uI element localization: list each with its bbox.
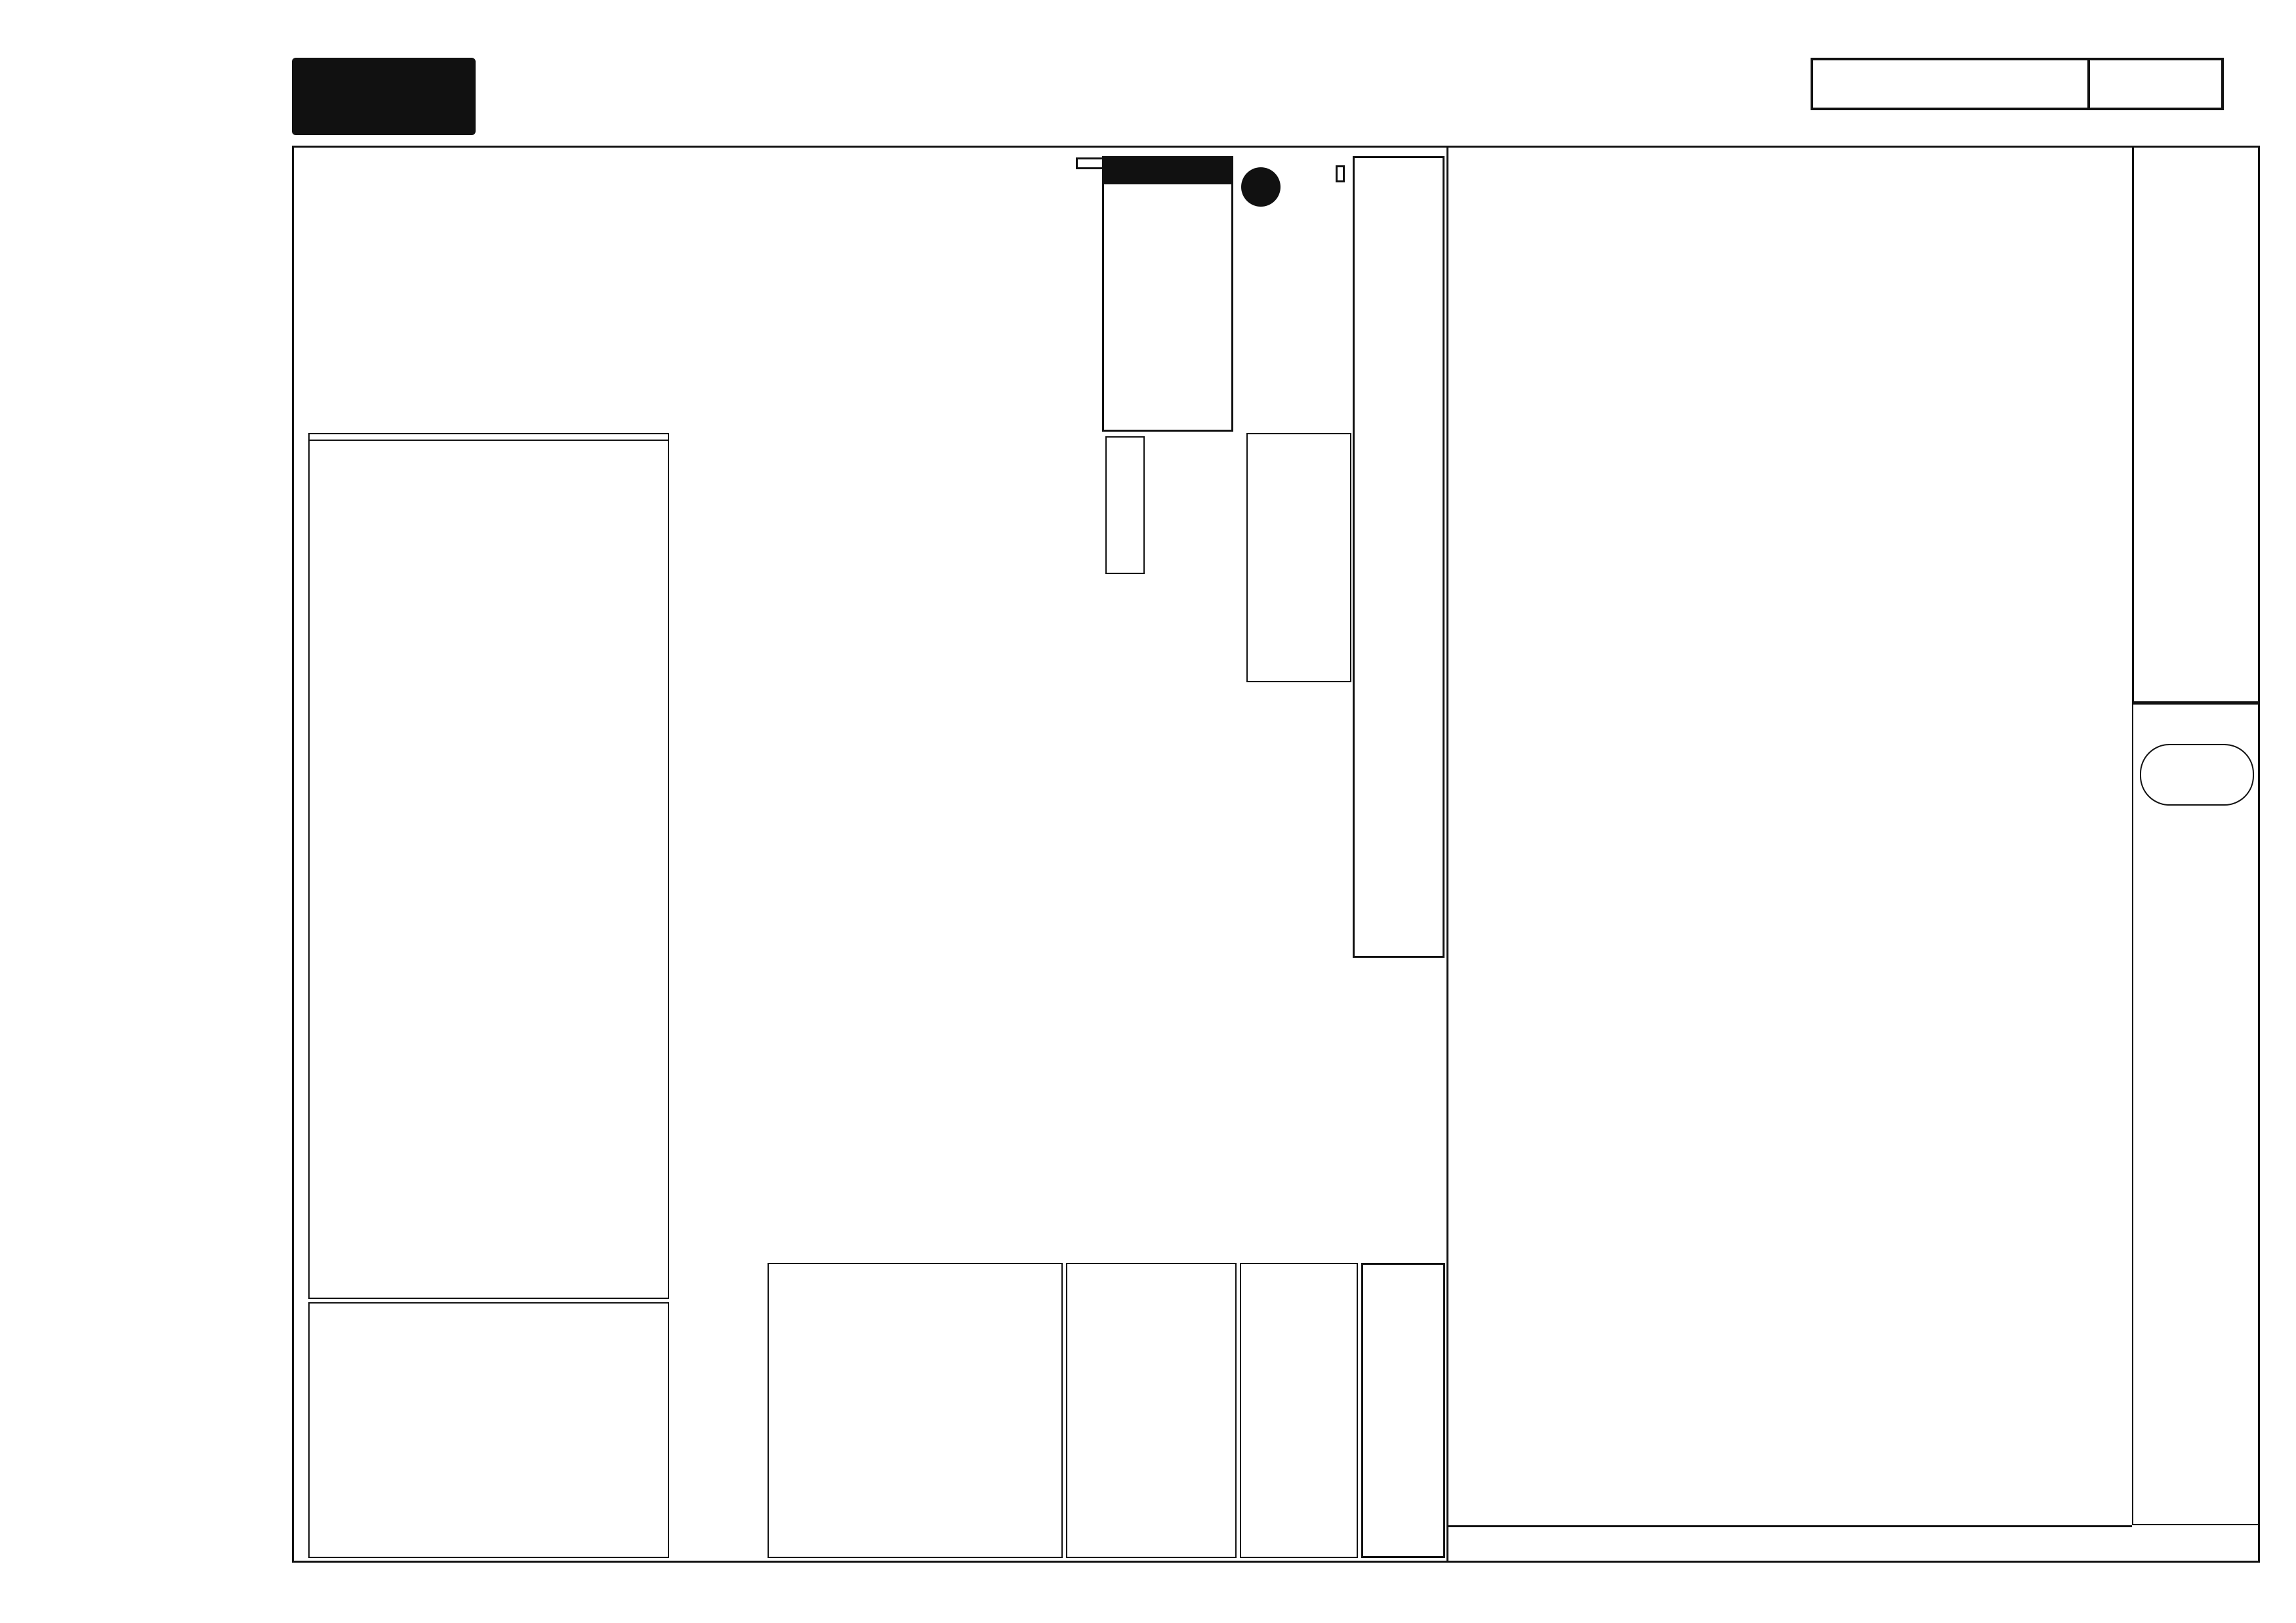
axis-tag [1336, 165, 1345, 182]
comment-area-top [308, 157, 1115, 426]
divider [2087, 60, 2090, 108]
zukai-box [1240, 1263, 1358, 1558]
bet-box [1353, 156, 1445, 958]
pick-race-label [1104, 158, 1231, 184]
upset-title-box [1105, 436, 1145, 574]
dark-horse-heading [1079, 157, 1109, 169]
course-map [2140, 744, 2254, 806]
pick-box [1102, 156, 1233, 432]
right-side-panel [2132, 703, 2260, 1525]
race-badge [1811, 58, 2224, 110]
training-table [308, 433, 669, 1299]
tipster-mark-icon [1241, 167, 1281, 207]
dark-horse-title [1076, 157, 1112, 169]
seiko-box [1066, 1263, 1237, 1558]
race-header [2132, 146, 2260, 703]
seiko-title [1067, 1264, 1235, 1269]
trio-box [1246, 433, 1351, 682]
prediction-title [769, 1264, 1061, 1269]
training-list [310, 441, 668, 449]
notice-body [310, 1307, 668, 1315]
evaluation-row [1446, 1525, 2132, 1563]
training-title [310, 434, 668, 441]
prediction-table [768, 1263, 1063, 1558]
notice-box [308, 1302, 669, 1558]
ai-box [1361, 1263, 1445, 1558]
logo [292, 58, 476, 135]
